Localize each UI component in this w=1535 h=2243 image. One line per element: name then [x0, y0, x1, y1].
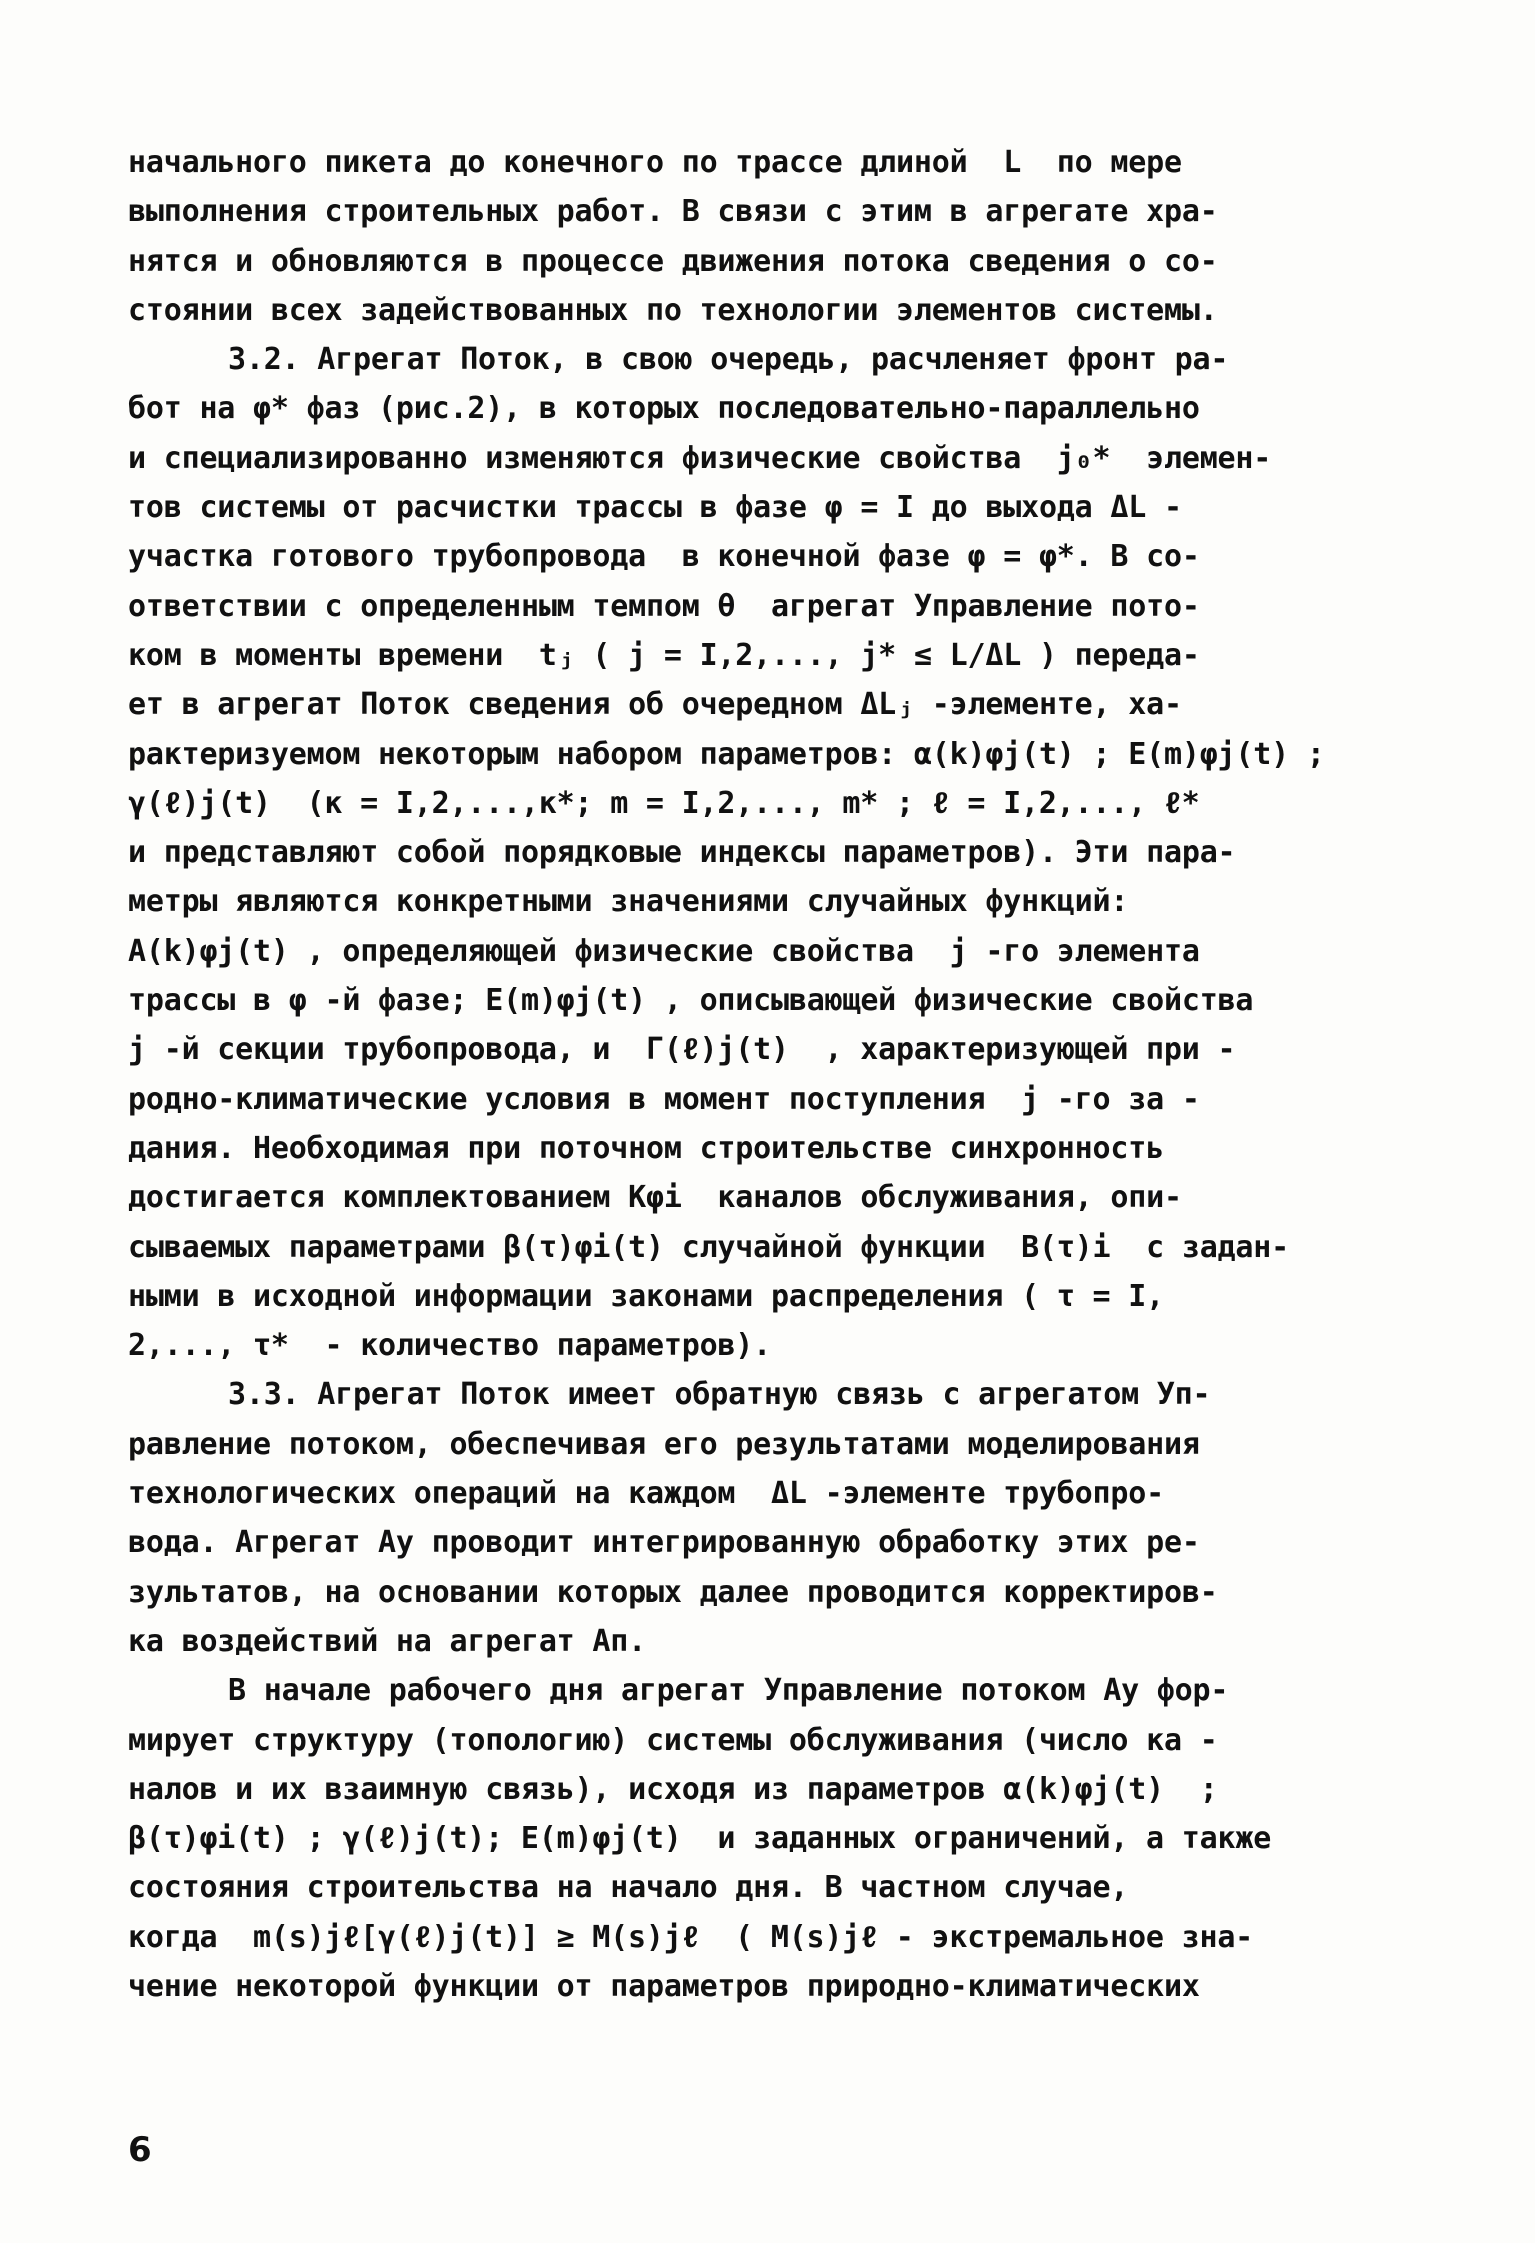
text-line: дания. Необходимая при поточном строительстве синхронность	[128, 1130, 1164, 1166]
text-line: сываемых параметрами β(τ)φi(t) случайной функции B(τ)i с задан-	[128, 1229, 1289, 1265]
text-line: родно-климатические условия в момент поступления j -го за -	[128, 1081, 1200, 1117]
text-line: и специализированно изменяются физические свойства j₀* элемен-	[128, 440, 1272, 476]
text-line: метры являются конкретными значениями случайных функций:	[128, 884, 1129, 920]
text-line: мирует структуру (топологию) системы обслуживания (число ка -	[128, 1722, 1218, 1758]
text-line: ка воздействий на агрегат Aп.	[128, 1623, 646, 1659]
text-line: и представляют собой порядковые индексы параметров). Эти пара-	[128, 835, 1236, 871]
text-line: β(τ)φi(t) ; γ(ℓ)j(t); E(m)φj(t) и заданных ограничений, а также	[128, 1821, 1272, 1857]
text-line: зультатов, на основании которых далее проводится корректиров-	[128, 1574, 1218, 1610]
text-line: ет в агрегат Поток сведения об очередном ΔLⱼ -элементе, ха-	[128, 687, 1182, 723]
text-line: ными в исходной информации законами распределения ( τ = I,	[128, 1278, 1164, 1314]
text-line: тов системы от расчистки трассы в фазе φ = I до выхода ΔL -	[128, 490, 1182, 526]
body-text	[128, 138, 1418, 2011]
text-line: γ(ℓ)j(t) (к = I,2,...,к*; m = I,2,..., m* ; ℓ = I,2,..., ℓ*	[128, 785, 1200, 821]
text-line: рактеризуемом некоторым набором параметров: α(k)φj(t) ; E(m)φj(t) ;	[128, 736, 1325, 772]
section-3-3-start: 3.3. Агрегат Поток имеет обратную связь с агрегатом Уп-	[228, 1377, 1211, 1413]
text-line: стоянии всех задействованных по технологии элементов системы.	[128, 292, 1218, 328]
text-line: ком в моменты времени tⱼ ( j = I,2,..., j* ≤ L/ΔL ) переда-	[128, 637, 1200, 673]
page-number: 6	[128, 2130, 152, 2170]
text-line: равление потоком, обеспечивая его результатами моделирования	[128, 1426, 1200, 1462]
text-line: начального пикета до конечного по трассе длиной L по мере	[128, 145, 1182, 180]
text-line: трассы в φ -й фазе; E(m)φj(t) , описывающей физические свойства	[128, 983, 1254, 1019]
text-line: чение некоторой функции от параметров природно-климатических	[128, 1968, 1200, 2004]
paragraph-start: В начале рабочего дня агрегат Управление потоком Aу фор-	[228, 1673, 1229, 1709]
text-line: j -й секции трубопровода, и Γ(ℓ)j(t) , характеризующей при -	[128, 1032, 1236, 1068]
text-line: состояния строительства на начало дня. В частном случае,	[128, 1870, 1129, 1906]
text-line: 2,..., τ* - количество параметров).	[128, 1328, 772, 1364]
text-line: A(k)φj(t) , определяющей физические свойства j -го элемента	[128, 933, 1200, 969]
text-line: налов и их взаимную связь), исходя из параметров α(k)φj(t) ;	[128, 1771, 1218, 1807]
text-line: вода. Агрегат Aу проводит интегрированную обработку этих ре-	[128, 1525, 1200, 1561]
text-line: ответствии с определенным темпом θ агрегат Управление пото-	[128, 588, 1200, 624]
text-line: достигается комплектованием Kφi каналов обслуживания, опи-	[128, 1180, 1182, 1216]
text-line: выполнения строительных работ. В связи с этим в агрегате хра-	[128, 194, 1218, 230]
text-line: когда m(s)jℓ[γ(ℓ)j(t)] ≥ M(s)jℓ ( M(s)jℓ - экстремальное зна-	[128, 1919, 1254, 1955]
text-line: нятся и обновляются в процессе движения потока сведения о со-	[128, 243, 1218, 279]
text-line: участка готового трубопровода в конечной фазе φ = φ*. В со-	[128, 539, 1200, 575]
text-line: технологических операций на каждом ΔL -элементе трубопро-	[128, 1476, 1164, 1512]
section-3-2-start: 3.2. Агрегат Поток, в свою очередь, расчленяет фронт ра-	[228, 342, 1229, 378]
text-line: бот на φ* фаз (рис.2), в которых последовательно-параллельно	[128, 391, 1200, 427]
